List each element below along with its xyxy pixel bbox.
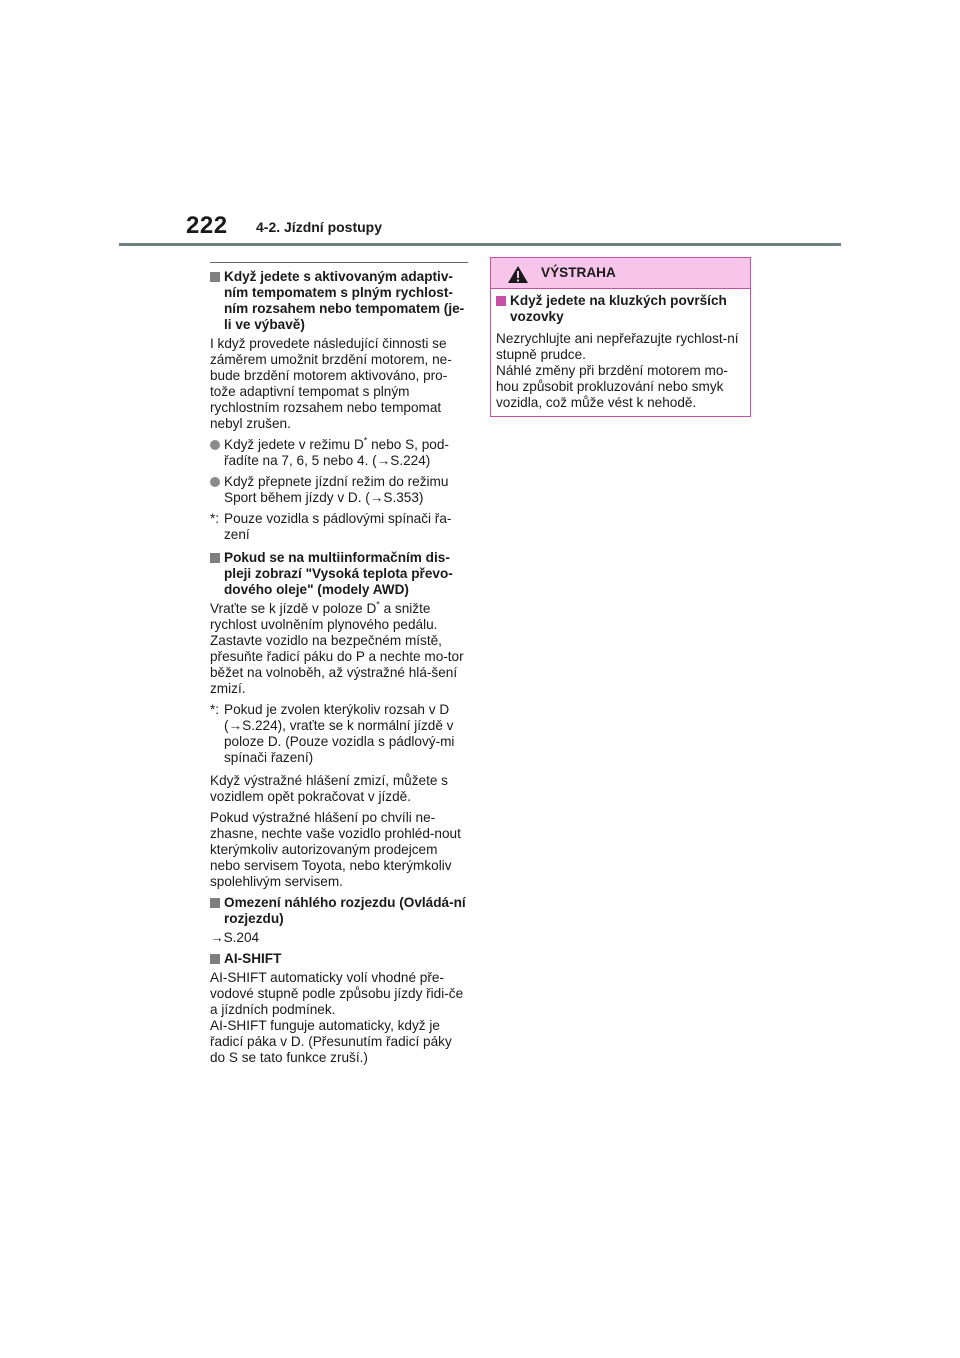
bullet-item: Když jedete v režimu D* nebo S, pod-řadíte na 7, 6, 5 nebo 4. (→S.224) — [210, 437, 468, 469]
page-number: 222 — [186, 212, 228, 239]
circle-bullet-icon — [210, 477, 220, 487]
paragraph: Vraťte se k jízdě v poloze D* a snižte rychlost uvolněním plynového pedálu. Zastavte vozidlo na bezpečném místě, přesuňte řadicí páku do P a nechte mo-tor běžet na volnoběh, až výstražné hlá-šení zmizí. — [210, 599, 464, 696]
warning-title: VÝSTRAHA — [541, 265, 616, 280]
heading-transmission-temp: Pokud se na multiinformačním dis-pleji zobrazí "Vysoká teplota převo-dového oleje" (modely AWD) — [210, 550, 468, 598]
warning-text: Náhlé změny při brzdění motorem mo-hou způsobit prokluzování nebo smyk vozidla, což může vést k nehodě. — [496, 363, 728, 410]
page-reference-link[interactable]: →S.204 — [210, 930, 260, 945]
paragraph: Pokud výstražné hlášení po chvíli ne-zhasne, nechte vaše vozidlo prohléd-nout kterýmkoliv autorizovaným prodejcem nebo servisem Toyota, nebo kterýmkoliv spolehlivým servisem. — [210, 810, 461, 889]
footnote: *: Pokud je zvolen kterýkoliv rozsah v D (→S.224), vraťte se k normální jízdě v poloze D. (Pouze vozidla s pádlový-mi spínači řazení) — [210, 702, 455, 765]
warning-body — [491, 289, 750, 411]
paragraph: AI-SHIFT automaticky volí vhodné pře-vodové stupně podle způsobu jízdy řidi-če a jízdních podmínek. — [210, 970, 464, 1017]
paragraph: AI-SHIFT funguje automaticky, když je řadicí páka v D. (Přesunutím řadicí páky do S se tato funkce zruší.) — [210, 1018, 452, 1065]
footnote: *: Pouze vozidla s pádlovými spínači řa-zení — [210, 511, 452, 542]
paragraph: I když provedete následující činnosti se záměrem umožnit brzdění motorem, ne-bude brzdění motorem aktivováno, pro-tože adaptivní tempomat s plným rychlostním rozsahem nebo tempomat nebyl zrušen. — [210, 336, 452, 431]
warning-triangle-icon — [507, 265, 529, 288]
circle-bullet-icon — [210, 440, 220, 450]
square-bullet-icon — [210, 954, 220, 964]
paragraph: Když výstražné hlášení zmizí, můžete s vozidlem opět pokračovat v jízdě. — [210, 773, 448, 804]
section-title: 4-2. Jízdní postupy — [256, 219, 383, 235]
square-bullet-icon — [210, 272, 220, 282]
heading-ai-shift: AI-SHIFT — [210, 951, 468, 967]
warning-box — [490, 257, 751, 417]
square-bullet-icon — [210, 898, 220, 908]
header-rule — [119, 243, 841, 246]
warning-heading: Když jedete na kluzkých površích vozovky — [496, 293, 745, 325]
heading-adaptive-cruise: Když jedete s aktivovaným adaptiv-ním tempomatem s plným rychlost-ním rozsahem nebo tempomatem (je-li ve výbavě) — [210, 269, 468, 333]
square-bullet-icon — [210, 553, 220, 563]
warning-text: Nezrychlujte ani nepřeřazujte rychlost-ní stupně prudce. — [496, 331, 739, 362]
square-bullet-icon — [496, 296, 506, 306]
bullet-item: Když přepnete jízdní režim do režimu Sport během jízdy v D. (→S.353) — [210, 474, 468, 506]
left-column — [210, 262, 468, 1071]
warning-header — [491, 258, 750, 289]
heading-launch-control: Omezení náhlého rozjezdu (Ovládá-ní rozjezdu) — [210, 895, 468, 927]
